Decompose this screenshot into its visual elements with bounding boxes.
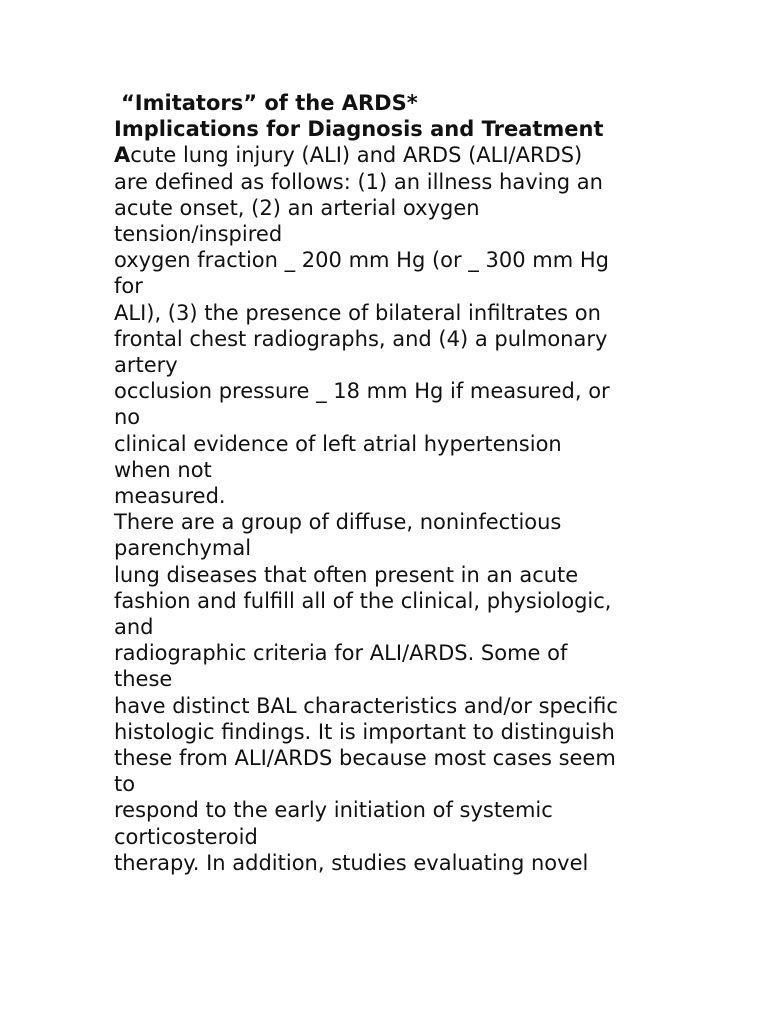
body-line: lung diseases that often present in an acute xyxy=(114,562,579,587)
body-line: radiographic criteria for ALI/ARDS. Some of xyxy=(114,641,568,666)
body-line: artery xyxy=(114,353,178,378)
body-line: frontal chest radiographs, and (4) a pulmonary xyxy=(114,326,608,351)
body-line: and xyxy=(114,615,154,640)
body-line: clinical evidence of left atrial hypertension xyxy=(114,431,562,456)
body-line: corticosteroid xyxy=(114,824,258,849)
body-line: these xyxy=(114,667,173,692)
body-line: acute onset, (2) an arterial oxygen xyxy=(114,195,480,220)
document-page xyxy=(114,90,674,876)
document-subtitle: Implications for Diagnosis and Treatment xyxy=(114,117,604,142)
body-first-line xyxy=(114,142,674,168)
drop-cap-letter: A xyxy=(114,143,131,168)
body-line: histologic findings. It is important to distinguish xyxy=(114,719,615,744)
document-title: “Imitators” of the ARDS* xyxy=(121,91,418,115)
body-line: to xyxy=(114,772,136,797)
body-line: no xyxy=(114,405,141,430)
body-line: parenchymal xyxy=(114,536,252,561)
body-line: respond to the early initiation of systemic xyxy=(114,798,553,823)
body-line: when not xyxy=(114,457,212,482)
body-first-line-text: cute lung injury (ALI) and ARDS (ALI/ARDS) xyxy=(130,143,583,168)
body-text xyxy=(114,169,674,876)
body-line: these from ALI/ARDS because most cases seem xyxy=(114,746,616,771)
body-line: occlusion pressure _ 18 mm Hg if measured, or xyxy=(114,379,610,404)
body-line: There are a group of diffuse, noninfectious xyxy=(114,510,562,535)
body-line: tension/inspired xyxy=(114,222,283,247)
body-line: ALI), (3) the presence of bilateral infiltrates on xyxy=(114,300,601,325)
body-line: therapy. In addition, studies evaluating novel xyxy=(114,850,589,875)
body-line: oxygen fraction _ 200 mm Hg (or _ 300 mm Hg xyxy=(114,248,609,273)
body-line: measured. xyxy=(114,484,226,509)
body-line: for xyxy=(114,274,143,299)
body-line: are defined as follows: (1) an illness having an xyxy=(114,169,603,194)
body-line: fashion and fulfill all of the clinical, physiologic, xyxy=(114,588,612,613)
body-line: have distinct BAL characteristics and/or specific xyxy=(114,693,618,718)
